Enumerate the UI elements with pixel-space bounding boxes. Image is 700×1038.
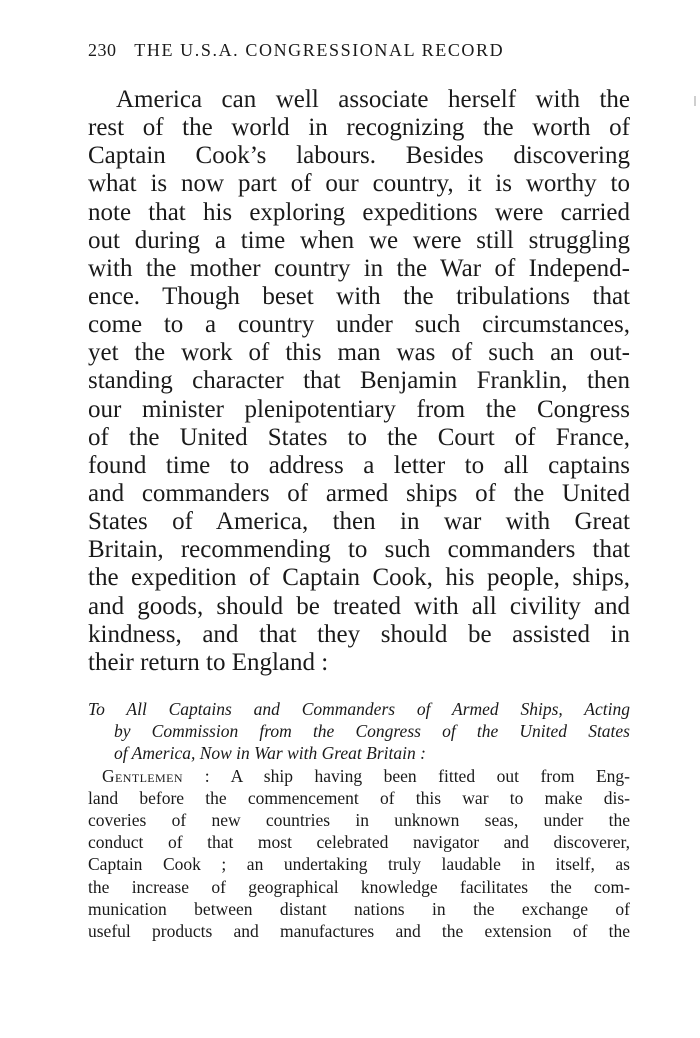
franklin-letter [88, 698, 630, 942]
paragraph-line: the expedition of Captain Cook, his people, ships, [88, 564, 630, 592]
paragraph-line: kindness, and that they should be assisted in [88, 620, 630, 648]
paragraph-line: out during a time when we were still struggling [88, 226, 630, 254]
paragraph-line: and goods, should be treated with all civility and [88, 592, 630, 620]
letter-heading-line: by Commission from the Congress of the United States [114, 721, 630, 742]
running-header [88, 40, 504, 61]
letter-line: useful products and manufactures and the extension of the [88, 920, 630, 941]
paragraph-line: found time to address a letter to all captains [88, 451, 630, 479]
letter-opening-text: A ship having been fitted out from Eng- [210, 765, 630, 786]
paragraph-line: yet the work of this man was of such an out- [88, 339, 630, 367]
paragraph-line: America can well associate herself with the [116, 86, 630, 113]
letter-heading-line: To All Captains and Commanders of Armed Ships, Acting [88, 699, 630, 719]
paragraph-line: rest of the world in recognizing the worth of [88, 114, 630, 142]
letter-line: the increase of geographical knowledge facilitates the com- [88, 876, 630, 897]
paragraph-line: come to a country under such circumstances, [88, 311, 630, 339]
letter-line: land before the commencement of this war to make dis- [88, 787, 630, 808]
main-paragraph [88, 86, 630, 677]
page-number: 230 [88, 40, 117, 60]
paragraph-line: States of America, then in war with Great [88, 508, 630, 536]
paragraph-line: note that his exploring expeditions were carried [88, 198, 630, 226]
margin-mark [694, 96, 696, 106]
letter-salutation: Gentlemen : [102, 765, 211, 786]
paragraph-line: with the mother country in the War of Independ- [88, 254, 630, 282]
letter-line: munication between distant nations in the exchange of [88, 898, 630, 919]
running-title: THE U.S.A. CONGRESSIONAL RECORD [134, 40, 505, 60]
paragraph-line: standing character that Benjamin Franklin, then [88, 367, 630, 395]
paragraph-line: of the United States to the Court of France, [88, 423, 630, 451]
paragraph-line: ence. Though beset with the tribulations that [88, 282, 630, 310]
paragraph-line: Britain, recommending to such commanders that [88, 536, 630, 564]
letter-line: conduct of that most celebrated navigator and discoverer, [88, 832, 630, 853]
paragraph-line: and commanders of armed ships of the United [88, 479, 630, 507]
letter-line: Captain Cook ; an undertaking truly laudable in itself, as [88, 854, 630, 875]
letter-opening-line [88, 765, 630, 787]
paragraph-line: Captain Cook’s labours. Besides discovering [88, 142, 630, 170]
paragraph-line: their return to England : [88, 648, 329, 676]
paragraph-line: what is now part of our country, it is worthy to [88, 170, 630, 198]
letter-heading-line: of America, Now in War with Great Britain : [114, 743, 426, 764]
letter-line: coveries of new countries in unknown seas, under the [88, 809, 630, 830]
paragraph-line: our minister plenipotentiary from the Congress [88, 395, 630, 423]
